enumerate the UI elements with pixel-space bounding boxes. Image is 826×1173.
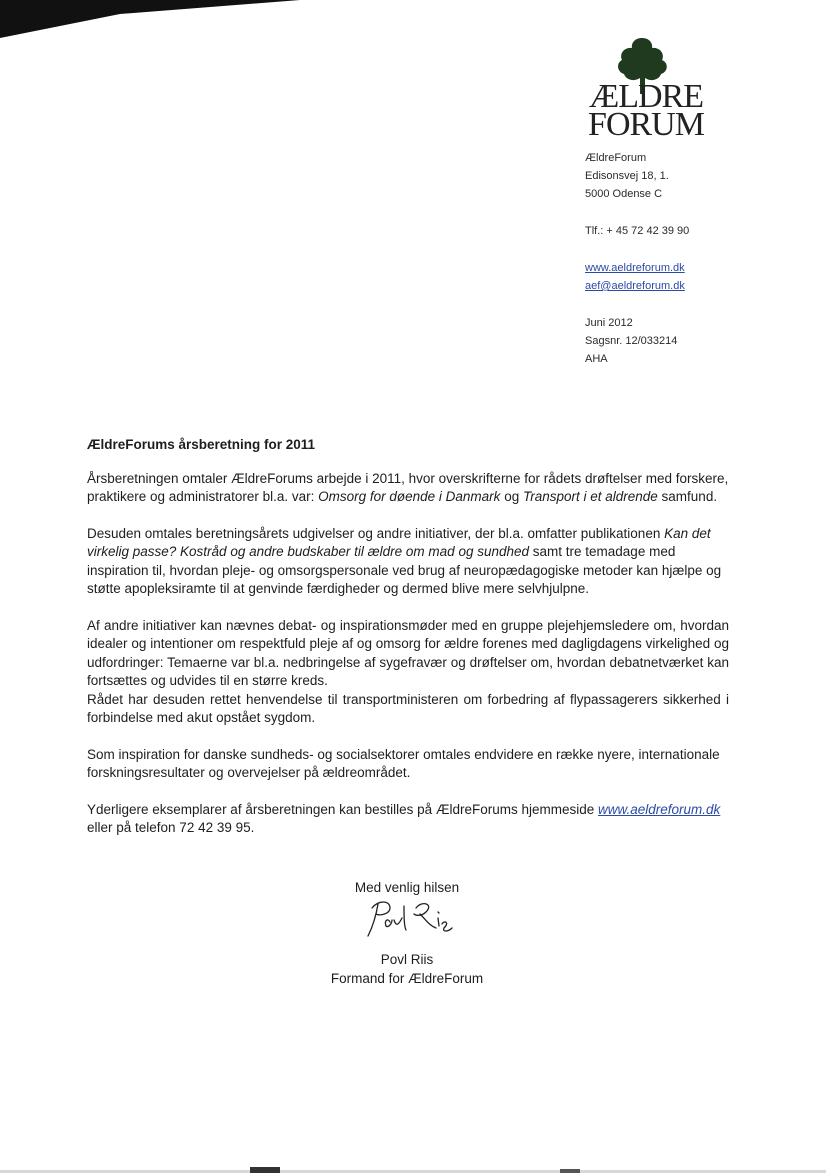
paragraph-3a: Af andre initiativer kan nævnes debat- og inspirationsmøder med en gruppe plejehjemsledere om, hvordan idealer og intentioner om respektfuld pleje af og omsorg for ældre forenes med dagligdagens virkelighed og udfordringer: Temaerne var bl.a. nedbringelse af sygefravær og drøftelser om, hvordan debatnetværket kan fortsættes og udvides til en større kreds.: [87, 617, 729, 688]
sender-links: [585, 259, 785, 295]
p1-text: Årsberetningen omtaler ÆldreForums arbejde i 2011, hvor overskrifterne for rådets drøftelser med forskere, praktikere og administratorer bl.a. var:: [87, 470, 729, 504]
homepage-link[interactable]: www.aeldreforum.dk: [598, 801, 721, 817]
scan-bottom-edge: [0, 1165, 826, 1173]
scan-corner-shadow: [0, 0, 300, 40]
case-number: Sagsnr. 12/033214: [585, 335, 678, 347]
p2-end: samt tre temadage med inspiration til, hvordan pleje- og omsorgspersonale ved brug af neuropædagogiske metoder kan hjælpe og støtte apopleksiramte til at genvinde færdigheder og dermed blive mere selvhjulpne.: [87, 544, 722, 596]
sender-address: [585, 149, 785, 203]
closing-greeting: Med venlig hilsen: [354, 880, 460, 895]
letter-meta: [585, 314, 785, 368]
p5-end: eller på telefon 72 42 39 95.: [87, 820, 255, 835]
paragraph-5: [87, 801, 729, 838]
logo-text-line2: FORUM: [588, 106, 704, 143]
handwritten-signature: [364, 896, 456, 942]
website-link[interactable]: www.aeldreforum.dk: [585, 262, 685, 274]
p1-end: samfund.: [657, 489, 718, 504]
initials: AHA: [585, 353, 608, 365]
p5-text: Yderligere eksemplarer af årsberetningen kan bestilles på ÆldreForums hjemmeside: [87, 801, 598, 817]
logo-text-line1: ÆLDRE: [589, 78, 703, 115]
p1-connector: og: [500, 489, 523, 504]
p2-publication-title: Kan det virkelig passe? Kostråd og andre budskaber til ældre om mad og sundhed: [87, 525, 711, 559]
letter-body: [87, 436, 729, 838]
p2-text: Desuden omtales beretningsårets udgivelser og andre initiativer, der bl.a. omfatter publikationen: [87, 525, 665, 541]
sender-street: Edisonsvej 18, 1.: [585, 170, 669, 182]
signer-name: Povl Riis: [380, 952, 434, 967]
sender-phone: Tlf.: + 45 72 42 39 90: [585, 225, 690, 237]
p1-title-1: Omsorg for døende i Danmark: [318, 489, 501, 504]
signer-title: Formand for ÆldreForum: [330, 971, 484, 986]
sender-org: ÆldreForum: [585, 152, 647, 164]
paragraph-1: [87, 470, 729, 507]
letter-subject: ÆldreForums årsberetning for 2011: [87, 437, 316, 452]
email-link[interactable]: aef@aeldreforum.dk: [585, 280, 685, 292]
paragraph-2: [87, 525, 729, 599]
sender-contact: [585, 222, 785, 240]
p1-title-2: Transport i et aldrende: [522, 489, 658, 504]
paragraph-4: Som inspiration for danske sundheds- og socialsektorer omtales endvidere en række nyere, internationale forskningsresultater og overvejelser på ældreområdet.: [87, 746, 720, 780]
sender-city: 5000 Odense C: [585, 188, 663, 200]
letter-date: Juni 2012: [585, 317, 633, 329]
aeldreforum-logo: [584, 36, 708, 143]
paragraph-3b: Rådet har desuden rettet henvendelse til transportministeren om forbedring af flypassagerers sikkerhed i forbindelse med akut opstået sygdom.: [87, 691, 729, 725]
